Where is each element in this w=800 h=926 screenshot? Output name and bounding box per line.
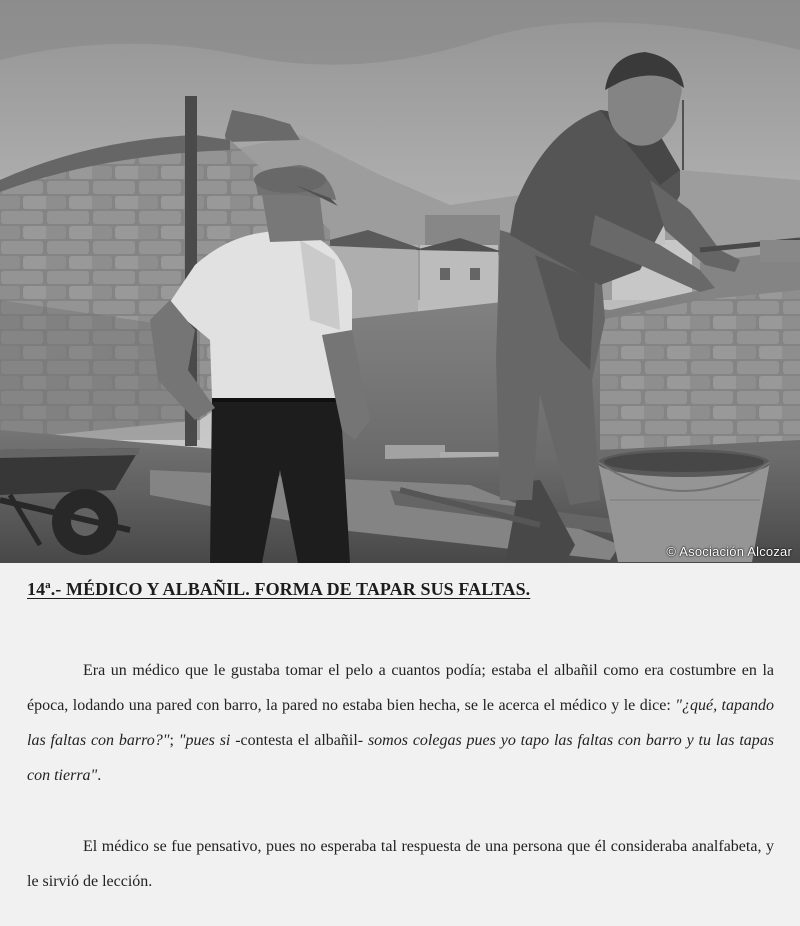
photo-watermark: © Asociación Alcozar xyxy=(666,544,792,559)
bricklayer-quote-end: somos colegas pues yo tapo las faltas con barro y tu las tapas con tierra" xyxy=(27,732,775,784)
paragraph-1-text-b: ; xyxy=(169,732,179,749)
doctor-quote: "¿qué, tapando las faltas con barro?" xyxy=(27,697,774,749)
paragraph-1-text-a: Era un médico que le gustaba tomar el pelo a cuantos podía; estaba el albañil como era costumbre en la época, lodando una pared con barro, la pared no estaba bien hecha, se le acerca el médico y le dice: xyxy=(27,662,774,714)
story-document xyxy=(0,563,800,926)
story-title: 14ª.- MÉDICO Y ALBAÑIL. FORMA DE TAPAR SUS FALTAS. xyxy=(27,579,531,599)
bricklayer-quote-start: "pues si xyxy=(178,732,231,749)
story-paragraph-1 xyxy=(27,653,774,793)
paragraph-1-text-c: -contesta el albañil- xyxy=(230,732,368,749)
paragraph-1-text-d: . xyxy=(97,767,102,784)
story-body xyxy=(27,653,774,899)
story-paragraph-2: El médico se fue pensativo, pues no esperaba tal respuesta de una persona que él consideraba analfabeta, y le sirvió de lección. xyxy=(27,838,774,890)
